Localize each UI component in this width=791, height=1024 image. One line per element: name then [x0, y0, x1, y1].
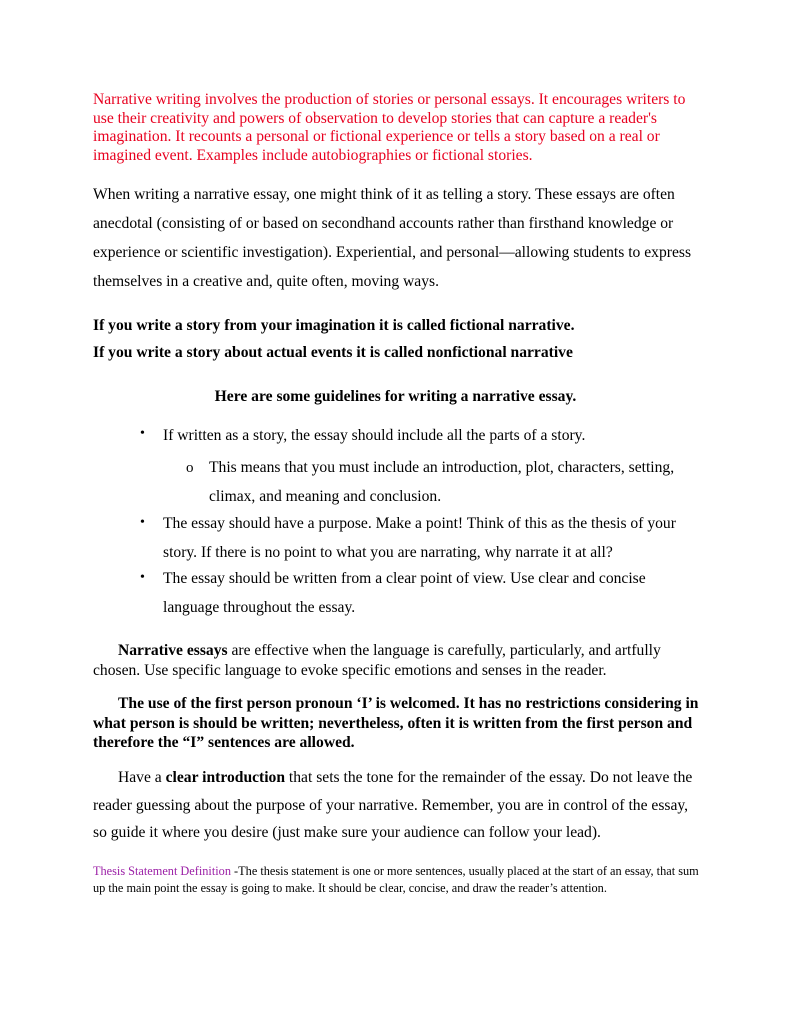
intro-body-paragraph: When writing a narrative essay, one might think of it as telling a story. These essays are often anecdotal (consisting of or based on secondhand accounts rather than firsthand knowledge or experience or scientific investigation). Experiential, and personal—allowing students to express themselves in a creative and, quite often, moving ways.	[93, 186, 692, 290]
thesis-text: -The thesis statement is one or more sentences, usually placed at the start of an essay, that sum up the main point the essay is going to make. It should be clear, concise, and draw the reader’s attention.	[93, 864, 699, 895]
sub-bullet-icon: o	[186, 460, 194, 476]
nonfictional-definition: If you write a story about actual events it is called nonfictional narrative	[93, 344, 573, 361]
narrative-essays-bold: Narrative essays	[118, 642, 228, 659]
bullet-item-3: The essay should be written from a clear point of view. Use clear and concise language throughout the essay.	[163, 570, 646, 616]
pronoun-paragraph: The use of the first person pronoun ‘I’ is welcomed. It has no restrictions considering in what person is should be written; nevertheless, often it is written from the first person and therefore the “I” sentences are allowed.	[93, 695, 699, 751]
bullet-item-1: If written as a story, the essay should include all the parts of a story.	[163, 427, 586, 444]
bullet-item-2: The essay should have a purpose. Make a point! Think of this as the thesis of your story. If there is no point to what you are narrating, why narrate it at all?	[163, 515, 676, 561]
bullet-icon: •	[140, 426, 145, 441]
bullet-icon: •	[140, 515, 145, 530]
thesis-definition	[93, 863, 703, 897]
clear-introduction-paragraph	[93, 764, 703, 847]
clear-intro-bold: clear introduction	[165, 769, 286, 786]
narrative-essays-paragraph	[93, 641, 703, 680]
clear-intro-rest: that sets the tone for the remainder of the essay. Do not leave the reader guessing about the purpose of your narrative. Remember, you are in control of the essay, so guide it where you desire (just make sure your audience can follow your lead).	[93, 769, 693, 841]
thesis-label: Thesis Statement Definition	[93, 864, 231, 878]
clear-intro-lead: Have a	[118, 769, 166, 786]
bullet-icon: •	[140, 570, 145, 585]
intro-red-paragraph: Narrative writing involves the production of stories or personal essays. It encourages writers to use their creativity and powers of observation to develop stories that can capture a reader's imagination. It recounts a personal or fictional experience or tells a story based on a real or imagined event. Examples include autobiographies or fictional stories.	[93, 91, 686, 164]
sub-bullet-item: This means that you must include an introduction, plot, characters, setting, climax, and meaning and conclusion.	[209, 459, 675, 505]
guidelines-heading: Here are some guidelines for writing a narrative essay.	[214, 388, 577, 405]
fictional-definition: If you write a story from your imagination it is called fictional narrative.	[93, 317, 575, 334]
narrative-essays-rest: are effective when the language is carefully, particularly, and artfully chosen. Use specific language to evoke specific emotions and senses in the reader.	[93, 642, 661, 679]
